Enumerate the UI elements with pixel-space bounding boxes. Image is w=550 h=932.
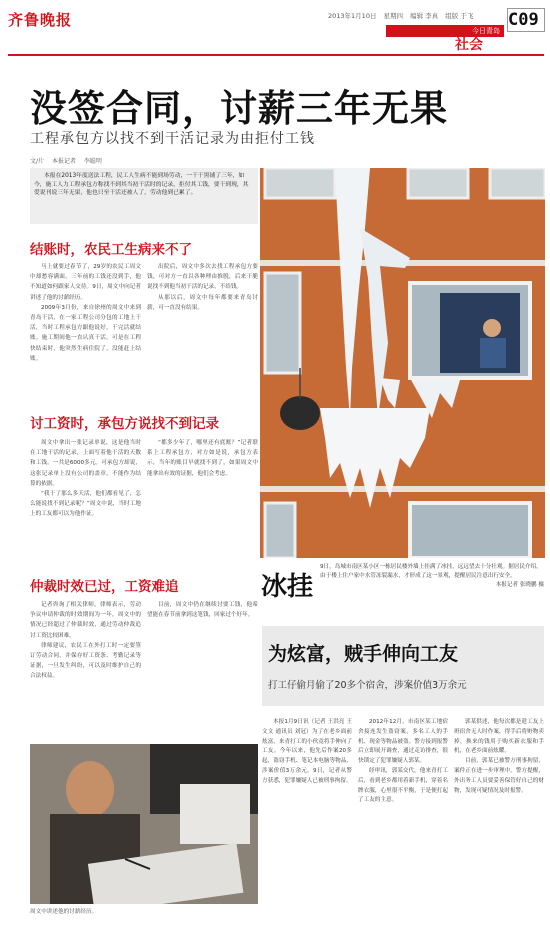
issue-date: 2013年1月10日 (328, 12, 377, 20)
section-1-col-1 (30, 262, 141, 382)
icicle-photo-illustration (260, 168, 545, 558)
box-story-col-1 (262, 718, 352, 918)
newspaper-logo: 齐鲁晚报 (8, 11, 73, 29)
paragraph: 律师建议，农民工在外打工时一定要签订劳动合同，并保存好工资条、考勤记录等证据，一旦发生纠纷，可以及时维护自己的合法权益。 (30, 642, 141, 680)
section-heading-1: 结账时，农民工生病来不了 (30, 242, 192, 258)
section-tab: 今日青岛 (386, 25, 504, 37)
photo-credit: 本报记者 张晓鹏 摄 (495, 582, 544, 588)
editor-credit: 编辑 李真 (410, 12, 439, 20)
paragraph: 本报1月9日讯（记者 王洪亮 王文文 通讯员 刘冠）为了在老乡面前炫富，来青打工的小伙竟将手伸向了工友。今年以来，他先后作案20多起，盗窃手机、笔记本电脑等物品，涉案价值3万余元。9日，记者从警方获悉，犯罪嫌疑人已被刑事拘留。 (262, 719, 352, 784)
paragraph: 郭某供述，他每次都是趁工友上班宿舍无人时作案，得手后将赃物卖掉，换来的钱用于购买新衣服和手机，在老乡面前炫耀。 (454, 719, 544, 755)
section-heading-2: 讨工资时，承包方说找不到记录 (30, 416, 219, 432)
paragraph: 从那以后，周文中每年都要来青岛讨薪，可一直没有结果。 (147, 294, 258, 311)
paragraph: “我干了那么多天活，他们都看见了，怎么能说找不到记录呢？”周文中说，当时工地上的工友都可以为他作证。 (30, 491, 141, 518)
worker-photo-caption: 周文中讲述他的讨薪经历。 (30, 909, 98, 915)
box-story-title: 为炫富，贼手伸向工友 (268, 643, 459, 665)
section-2-col-2 (147, 438, 258, 558)
paragraph: “都多少年了，哪里还有底账？”记者联系上工程承包方，对方如是说，承包方表示，当年的账目早就找不到了，如果周文中能拿出有效的证据，他们会考虑。 (147, 440, 258, 477)
section-1-col-2 (147, 262, 258, 382)
paragraph: 周文中拿出一张记录单说，这是他当时在工地干活的记录，上面写着他干活的天数和工钱，一共是6000多元。可承包方却说，这张记录单上没有公司的盖章，不能作为结算的依据。 (30, 440, 141, 487)
lead-paragraph: 本报在2013年度送法工程，民工人生病不能到场劳动，一干干黑铺了三年，如今，施工人力工程承包方称找不到其当初干活时的记录，拒付其工钱，要干到现，其爱说刊说三年无果，他也只至干活还被人了，劳动他到已累了。 (30, 168, 258, 224)
main-subhead: 工程承包方以找不到干活记录为由拒付工钱 (30, 131, 315, 147)
paragraph: 2009年3月份，来自徐州的周文中来到青岛干活，在一家工程公司分包的工地上干活，当时工程承包方跟他说好，干完活就结账。施工期间他一直认真干活，可是在工程快结束时，他突然生病住院了，没能赶上结账。 (30, 304, 141, 362)
paragraph: 记者咨询了相关律师，律师表示，劳动争议申请仲裁的时效期间为一年，周文中的情况已经超过了仲裁时效，通过劳动仲裁追讨工资比较困难。 (30, 602, 141, 639)
section-title: 社会 (455, 37, 483, 53)
photo-story-caption (320, 563, 544, 590)
box-story-subtitle: 打工仔偷月偷了20多个宿舍，涉案价值3万余元 (268, 680, 467, 691)
header-rule (8, 54, 544, 56)
worker-photo (30, 744, 258, 904)
section-heading-3: 仲裁时效已过，工资难追 (30, 579, 179, 595)
photo-story-title: 冰挂 (261, 572, 314, 602)
byline (30, 156, 108, 165)
paragraph: 2012年12月，市南区某工地宿舍接连发生盗窃案，多名工人的手机、现金等物品被盗。警方接到报警后立即展开调查，通过走访排查，很快锁定了犯罪嫌疑人郭某。 (358, 719, 448, 765)
page-number: C09 (508, 10, 539, 30)
byline-type: 文/片 (30, 158, 45, 165)
designer-credit: 组版 于飞 (445, 12, 474, 20)
icicle-photo (260, 168, 545, 558)
paragraph: 马上就要过春节了，29岁的农民工周文中却愁容满面。三年前的工钱还没到手，他不知道如何跟家人交待。9日，周文中向记者讲述了他的讨薪经历。 (30, 264, 141, 301)
caption-text: 9日，岛城市南区某小区一栋居民楼外墙上挂满了冰挂，远远望去十分壮观。据居民介绍，由于楼上住户家中水管冻裂漏水，才形成了这一景观，提醒居民注意出行安全。 (320, 564, 542, 579)
header-info (328, 11, 478, 20)
paragraph: 出院后，周文中多次去找工程承包方要钱，可对方一直以各种理由推脱，后来干脆说找不到他当初干活的记录，不给钱。 (147, 264, 258, 291)
section-2-col-1 (30, 438, 141, 558)
paragraph: 经审讯，郭某交代，他来青打工后，看到老乡都用着新手机，穿着名牌衣服，心里很不平衡，于是便打起了工友的主意。 (358, 767, 448, 804)
byline-role: 本报记者 (51, 158, 76, 165)
section-3-col-1 (30, 600, 141, 732)
paragraph: 目前，周文中仍在继续讨要工钱，他希望能在春节前拿到这笔钱，回家过个好年。 (147, 602, 258, 619)
worker-photo-illustration (30, 744, 258, 904)
byline-author: 李聪明 (83, 158, 102, 165)
box-story-col-3 (454, 718, 544, 918)
box-story-col-2 (358, 718, 448, 918)
paragraph: 目前，郭某已被警方刑事拘留，案件正在进一步审理中。警方提醒，外出务工人员要妥善保管好自己的财物，发现可疑情况及时报警。 (454, 758, 544, 794)
main-headline: 没签合同，讨薪三年无果 (30, 87, 448, 130)
box-story-panel (262, 626, 544, 706)
section-3-col-2 (147, 600, 258, 732)
issue-weekday: 星期四 (383, 12, 404, 20)
